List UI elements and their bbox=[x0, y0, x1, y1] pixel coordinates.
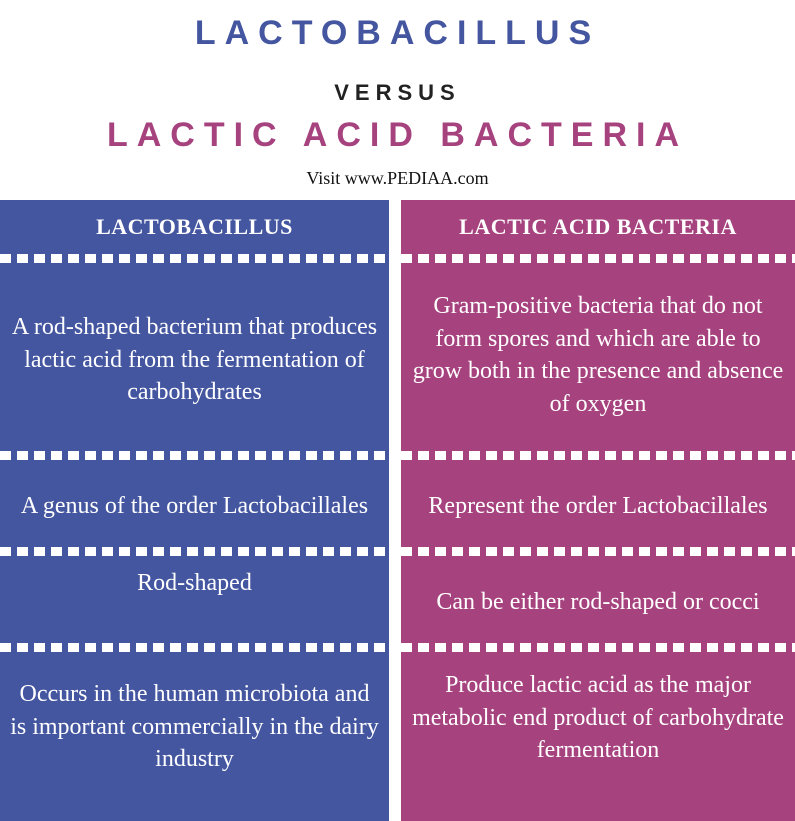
right-row-definition: Gram-positive bacteria that do not form spores and which are able to grow both in the presence and absence of oxygen bbox=[412, 293, 784, 417]
divider bbox=[0, 643, 389, 652]
left-row-shape: Rod-shaped bbox=[137, 569, 252, 596]
divider bbox=[401, 451, 795, 460]
right-row-shape: Can be either rod-shaped or cocci bbox=[436, 588, 760, 615]
divider bbox=[0, 451, 389, 460]
divider bbox=[401, 643, 795, 652]
versus-label: VERSUS bbox=[334, 80, 461, 105]
right-row-order: Represent the order Lactobacillales bbox=[428, 492, 768, 519]
divider bbox=[401, 547, 795, 556]
column-heading-right: LACTIC ACID BACTERIA bbox=[459, 214, 737, 239]
left-row-occurrence: Occurs in the human microbiota and is important commercially in the dairy industry bbox=[10, 681, 379, 773]
column-heading-left: LACTOBACILLUS bbox=[96, 214, 293, 239]
right-row-metabolism: Produce lactic acid as the major metabolic end product of carbohydrate fermentation bbox=[412, 672, 784, 764]
title-lactic-acid-bacteria: LACTIC ACID BACTERIA bbox=[106, 116, 689, 154]
header bbox=[0, 0, 795, 200]
left-row-definition: A rod-shaped bacterium that produces lactic acid from the fermentation of carbohydrates bbox=[11, 314, 378, 406]
divider bbox=[0, 254, 389, 263]
visit-link[interactable]: Visit www.PEDIAA.com bbox=[306, 168, 489, 188]
column-lactobacillus bbox=[0, 200, 389, 821]
title-lactobacillus: LACTOBACILLUS bbox=[194, 14, 601, 52]
left-row-order: A genus of the order Lactobacillales bbox=[20, 492, 369, 519]
divider bbox=[0, 547, 389, 556]
column-lactic-acid-bacteria bbox=[401, 200, 795, 821]
divider bbox=[401, 254, 795, 263]
